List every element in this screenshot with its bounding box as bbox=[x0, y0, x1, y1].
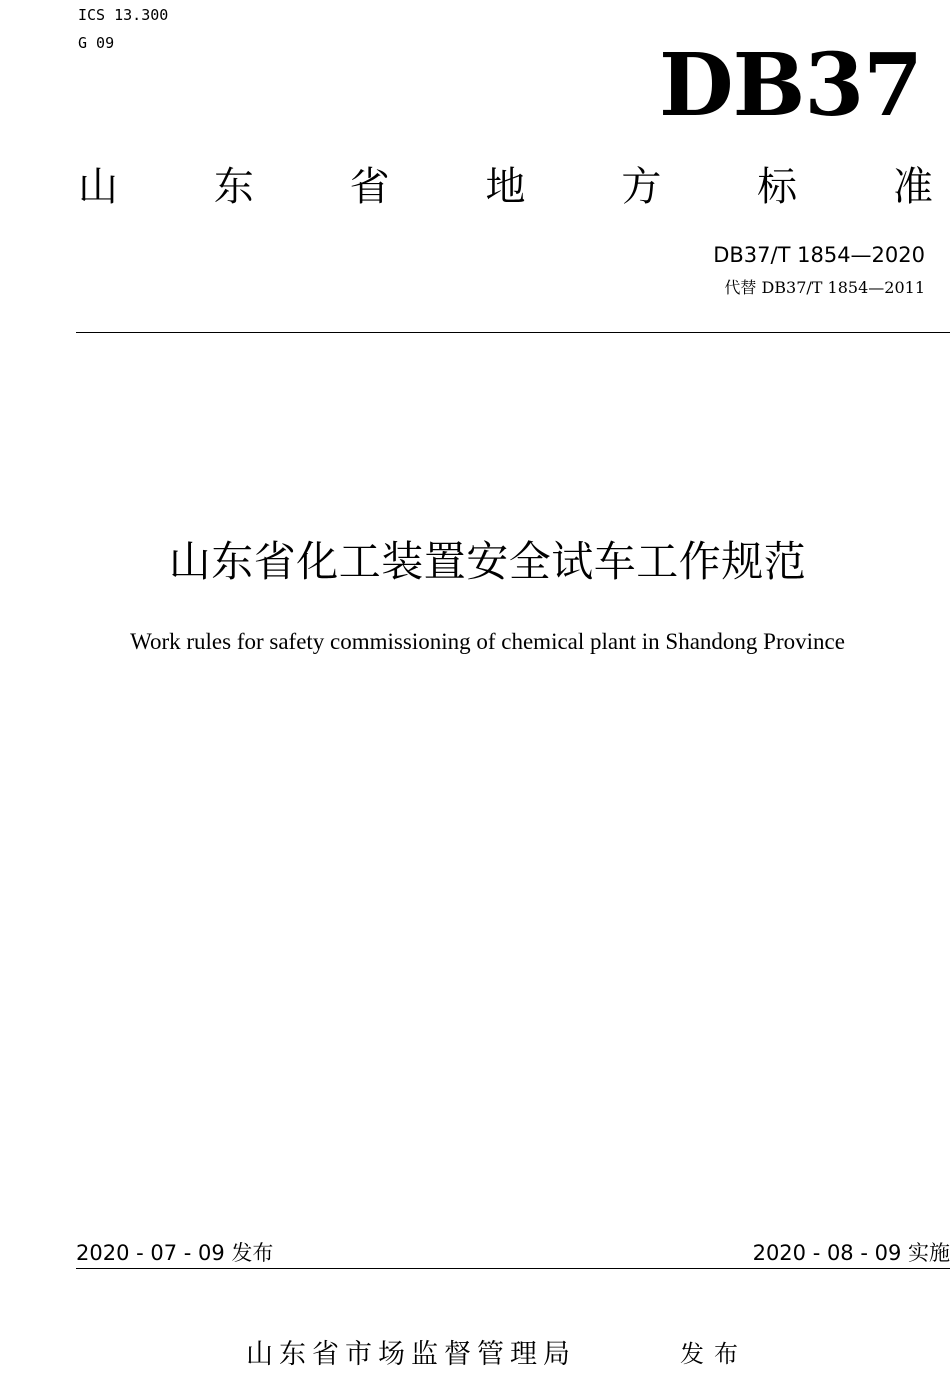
replaces-standard: 代替 DB37/T 1854—2011 bbox=[724, 278, 925, 297]
category-char: 标 bbox=[757, 164, 798, 210]
classification-code: G 09 bbox=[78, 34, 115, 52]
category-char: 方 bbox=[621, 164, 662, 210]
category-char: 山 bbox=[78, 164, 118, 210]
document-title-english: Work rules for safety commissioning of chemical plant in Shandong Province bbox=[130, 629, 845, 654]
header-divider bbox=[76, 332, 950, 333]
footer-divider bbox=[76, 1268, 950, 1269]
standard-logo: DB37 bbox=[659, 35, 922, 136]
implementation-date: 2020 - 08 - 09 实施 bbox=[752, 1241, 950, 1265]
category-char: 准 bbox=[892, 164, 933, 210]
category-char: 地 bbox=[485, 164, 526, 210]
publisher-name: 山东省市场监督管理局 bbox=[246, 1339, 576, 1370]
category-char: 东 bbox=[213, 164, 254, 210]
publish-label: 发布 bbox=[680, 1340, 748, 1368]
standard-category bbox=[78, 162, 933, 212]
category-char: 省 bbox=[349, 164, 390, 210]
document-title-chinese: 山东省化工装置安全试车工作规范 bbox=[168, 537, 807, 586]
ics-code: ICS 13.300 bbox=[78, 6, 169, 24]
standard-number: DB37/T 1854—2020 bbox=[713, 243, 925, 267]
issue-date: 2020 - 07 - 09 发布 bbox=[76, 1241, 274, 1265]
